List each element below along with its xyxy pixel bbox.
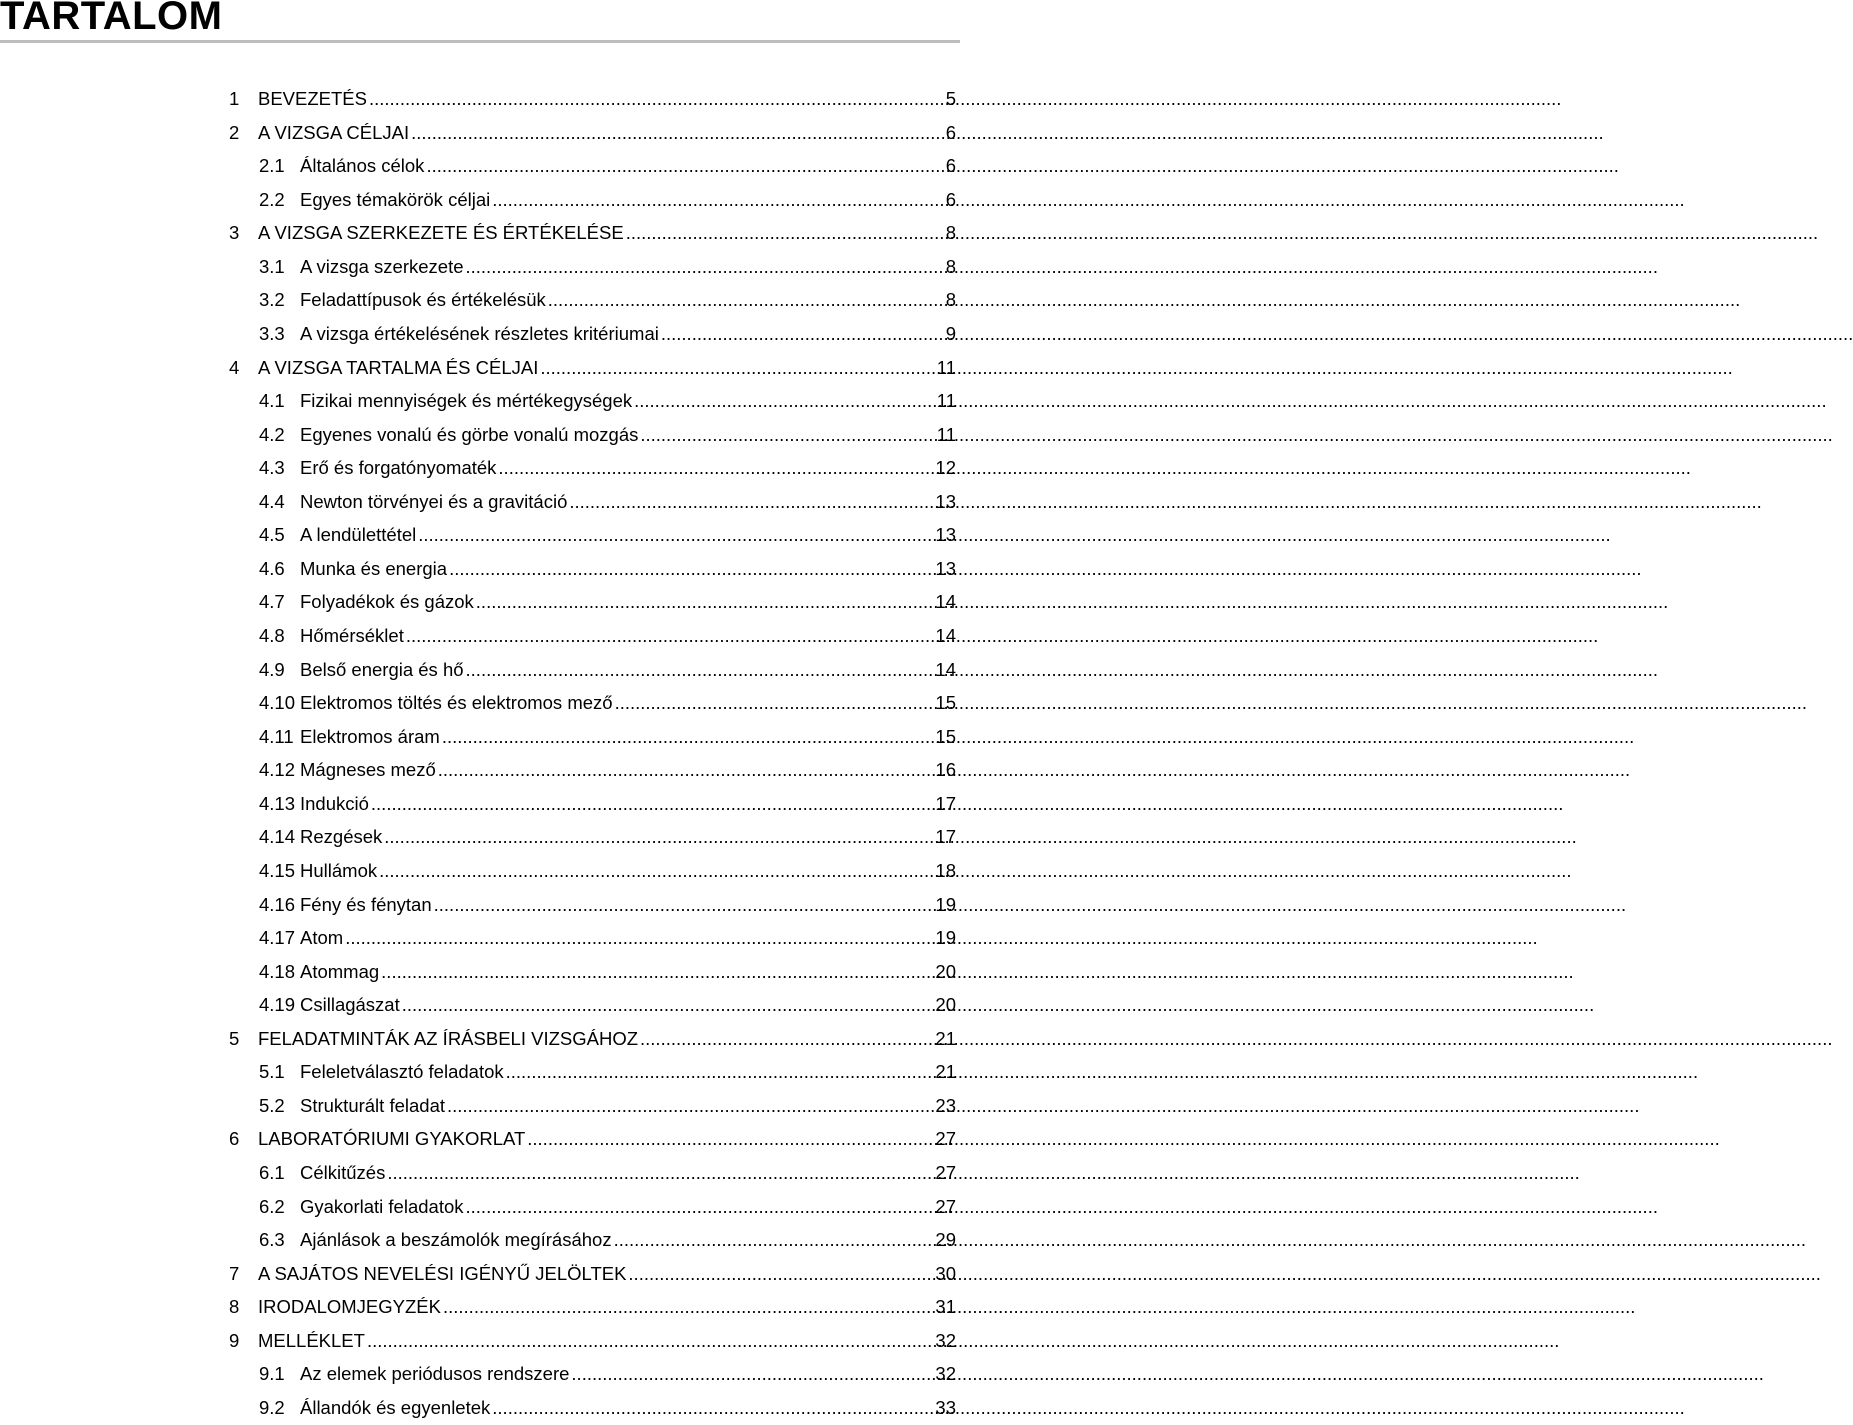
toc-entry[interactable] bbox=[229, 720, 956, 754]
toc-entry-number: 4.5 bbox=[259, 524, 285, 546]
toc-entry-label: Egyenes vonalú és görbe vonalú mozgás bbox=[300, 423, 639, 445]
toc-entry-label: Egyes témakörök céljai bbox=[300, 188, 491, 210]
dot-leader bbox=[385, 1156, 935, 1190]
toc-entry-number: 3.1 bbox=[259, 255, 285, 277]
toc-entry-label: A VIZSGA TARTALMA ÉS CÉLJAI bbox=[258, 356, 539, 378]
toc-entry-page: 8 bbox=[945, 255, 956, 277]
toc-entry-label: A VIZSGA SZERKEZETE ÉS ÉRTÉKELÉSE bbox=[258, 222, 624, 244]
toc-entry-number: 3.2 bbox=[259, 289, 285, 311]
dot-leader bbox=[546, 283, 946, 317]
dot-leader bbox=[632, 384, 937, 418]
toc-entry[interactable] bbox=[229, 1156, 956, 1190]
toc-entry-number: 6.1 bbox=[259, 1162, 285, 1183]
dot-leader bbox=[504, 1055, 936, 1089]
toc-entry-page: 5 bbox=[945, 88, 956, 109]
toc-entry[interactable] bbox=[229, 485, 956, 519]
toc-entry-label: Feladattípusok és értékelésük bbox=[300, 289, 546, 311]
toc-entry[interactable] bbox=[229, 820, 956, 854]
toc-entry-page: 32 bbox=[935, 1329, 956, 1351]
toc-entry-number: 4.9 bbox=[259, 658, 285, 680]
toc-entry[interactable] bbox=[229, 149, 956, 183]
toc-entry-label: Folyadékok és gázok bbox=[300, 591, 474, 613]
toc-entry[interactable] bbox=[229, 1190, 956, 1224]
toc-entry-label: Hőmérséklet bbox=[300, 625, 404, 646]
toc-entry[interactable] bbox=[229, 250, 956, 284]
toc-entry[interactable] bbox=[229, 552, 956, 586]
toc-entry-page: 32 bbox=[935, 1363, 956, 1385]
toc-entry-number: 2 bbox=[229, 121, 240, 143]
dot-leader bbox=[659, 317, 946, 351]
toc-entry-page: 8 bbox=[945, 289, 956, 311]
toc-entry-page: 14 bbox=[935, 625, 956, 646]
dot-leader bbox=[490, 1391, 935, 1425]
toc-entry-page: 17 bbox=[935, 792, 956, 814]
toc-entry-number: 2.2 bbox=[259, 188, 285, 210]
toc-entry-label: BEVEZETÉS bbox=[258, 88, 367, 109]
toc-entry-page: 20 bbox=[935, 994, 956, 1016]
toc-entry[interactable] bbox=[229, 1391, 956, 1425]
toc-entry-number: 4.11 bbox=[259, 725, 294, 747]
toc-entry-label: Atom bbox=[300, 927, 344, 949]
toc-entry[interactable] bbox=[229, 1055, 956, 1089]
toc-entry-page: 29 bbox=[935, 1229, 956, 1251]
toc-entry[interactable] bbox=[229, 116, 956, 150]
toc-entry-number: 4.10 bbox=[259, 692, 296, 714]
dot-leader bbox=[464, 653, 936, 687]
dot-leader bbox=[447, 552, 935, 586]
toc-entry-label: Elektromos töltés és elektromos mező bbox=[300, 692, 613, 714]
toc-entry-label: MELLÉKLET bbox=[258, 1329, 365, 1351]
toc-entry-label: Ajánlások a beszámolók megírásához bbox=[300, 1229, 612, 1251]
toc-entry-number: 6.3 bbox=[259, 1229, 285, 1251]
toc-entry-page: 21 bbox=[935, 1061, 956, 1083]
toc-entry[interactable] bbox=[229, 418, 956, 452]
toc-entry-page: 19 bbox=[935, 927, 956, 949]
toc-entry-number: 4.18 bbox=[259, 960, 296, 982]
dot-leader bbox=[365, 1324, 935, 1358]
toc-entry-number: 9 bbox=[229, 1329, 240, 1351]
dot-leader bbox=[441, 1290, 935, 1324]
dot-leader bbox=[538, 351, 936, 385]
toc-entry-number: 5.2 bbox=[259, 1094, 285, 1116]
toc-entry-label: Célkitűzés bbox=[300, 1162, 386, 1183]
toc-entry[interactable] bbox=[229, 1290, 956, 1324]
dot-leader bbox=[416, 518, 935, 552]
toc-entry-label: Strukturált feladat bbox=[300, 1094, 445, 1116]
toc-entry[interactable] bbox=[229, 753, 956, 787]
dot-leader bbox=[343, 921, 935, 955]
toc-entry[interactable] bbox=[229, 1357, 956, 1391]
toc-entry-number: 4.14 bbox=[259, 826, 296, 848]
toc-entry-number: 4.3 bbox=[259, 457, 285, 479]
toc-entry-number: 3.3 bbox=[259, 322, 285, 344]
toc-entry-label: A VIZSGA CÉLJAI bbox=[258, 121, 410, 143]
toc-entry-label: Feleletválasztó feladatok bbox=[300, 1061, 504, 1083]
toc-entry-label: A lendülettétel bbox=[300, 524, 417, 546]
dot-leader bbox=[409, 116, 946, 150]
toc-entry-number: 4.15 bbox=[259, 859, 296, 881]
toc-entry-page: 9 bbox=[945, 322, 956, 344]
toc-entry-label: A vizsga értékelésének részletes kritériumai bbox=[300, 322, 659, 344]
toc-entry-label: Indukció bbox=[300, 792, 369, 814]
toc-entry-number: 4.17 bbox=[259, 927, 296, 949]
toc-entry-label: Belső energia és hő bbox=[300, 658, 464, 680]
toc-entry-label: Fizikai mennyiségek és mértékegységek bbox=[300, 390, 633, 412]
toc-entry-number: 4.19 bbox=[259, 994, 296, 1016]
toc-entry-page: 15 bbox=[935, 725, 956, 747]
table-of-contents bbox=[229, 82, 956, 1425]
toc-entry-number: 7 bbox=[229, 1262, 240, 1284]
toc-entry[interactable] bbox=[229, 82, 956, 116]
toc-entry-label: Csillagászat bbox=[300, 994, 400, 1016]
toc-entry[interactable] bbox=[229, 518, 956, 552]
toc-entry[interactable] bbox=[229, 1089, 956, 1123]
toc-entry[interactable] bbox=[229, 854, 956, 888]
toc-entry-number: 4.13 bbox=[259, 792, 296, 814]
toc-entry[interactable] bbox=[229, 653, 956, 687]
toc-entry-page: 12 bbox=[935, 457, 956, 479]
dot-leader bbox=[626, 1257, 935, 1291]
toc-entry-label: Fény és fénytan bbox=[300, 893, 432, 915]
dot-leader bbox=[400, 988, 936, 1022]
toc-entry-number: 4.16 bbox=[259, 893, 296, 915]
toc-entry-label: Gyakorlati feladatok bbox=[300, 1195, 464, 1217]
toc-entry-number: 4.12 bbox=[259, 759, 296, 781]
toc-entry-label: Erő és forgatónyomaték bbox=[300, 457, 497, 479]
toc-entry[interactable] bbox=[229, 351, 956, 385]
dot-leader bbox=[464, 1190, 936, 1224]
toc-entry-page: 27 bbox=[935, 1162, 956, 1183]
toc-entry-page: 30 bbox=[935, 1262, 956, 1284]
toc-entry-page: 14 bbox=[935, 591, 956, 613]
dot-leader bbox=[436, 753, 936, 787]
toc-entry-page: 6 bbox=[945, 155, 956, 177]
toc-entry-page: 11 bbox=[936, 390, 956, 412]
toc-entry-number: 9.2 bbox=[259, 1396, 285, 1418]
toc-entry[interactable] bbox=[229, 787, 956, 821]
toc-entry-label: A SAJÁTOS NEVELÉSI IGÉNYŰ JELÖLTEK bbox=[258, 1262, 627, 1284]
toc-entry-page: 13 bbox=[935, 490, 956, 512]
toc-entry[interactable] bbox=[229, 585, 956, 619]
toc-entry-page: 13 bbox=[935, 524, 956, 546]
dot-leader bbox=[638, 418, 936, 452]
toc-entry-number: 4.8 bbox=[259, 625, 285, 646]
toc-entry-label: LABORATÓRIUMI GYAKORLAT bbox=[258, 1128, 526, 1150]
toc-entry[interactable] bbox=[229, 283, 956, 317]
toc-entry-page: 21 bbox=[935, 1027, 956, 1049]
toc-entry-number: 4.1 bbox=[259, 390, 285, 412]
toc-entry-number: 6.2 bbox=[259, 1195, 285, 1217]
toc-entry-page: 14 bbox=[935, 658, 956, 680]
toc-entry-label: IRODALOMJEGYZÉK bbox=[258, 1296, 441, 1318]
toc-entry[interactable] bbox=[229, 888, 956, 922]
dot-leader bbox=[525, 1122, 935, 1156]
toc-entry-page: 27 bbox=[935, 1195, 956, 1217]
toc-entry-label: A vizsga szerkezete bbox=[300, 255, 464, 277]
toc-entry[interactable] bbox=[229, 1223, 956, 1257]
dot-leader bbox=[424, 149, 945, 183]
toc-entry-page: 15 bbox=[935, 692, 956, 714]
page-title: TARTALOM bbox=[0, 0, 223, 38]
dot-leader bbox=[567, 485, 935, 519]
toc-entry-page: 11 bbox=[936, 423, 956, 445]
dot-leader bbox=[440, 720, 936, 754]
toc-entry-page: 23 bbox=[935, 1094, 956, 1116]
toc-entry[interactable] bbox=[229, 183, 956, 217]
toc-entry-number: 8 bbox=[229, 1296, 240, 1318]
toc-entry[interactable] bbox=[229, 384, 956, 418]
dot-leader bbox=[379, 955, 935, 989]
toc-entry-label: FELADATMINTÁK AZ ÍRÁSBELI VIZSGÁHOZ bbox=[258, 1027, 639, 1049]
toc-entry-number: 5 bbox=[229, 1027, 240, 1049]
dot-leader bbox=[613, 686, 936, 720]
toc-entry[interactable] bbox=[229, 1022, 956, 1056]
dot-leader bbox=[638, 1022, 935, 1056]
toc-entry-number: 4.7 bbox=[259, 591, 285, 613]
toc-entry-page: 6 bbox=[945, 188, 956, 210]
toc-entry-page: 16 bbox=[935, 759, 956, 781]
toc-entry[interactable] bbox=[229, 216, 956, 250]
toc-entry-page: 31 bbox=[935, 1296, 956, 1318]
toc-entry-label: Atommag bbox=[300, 960, 380, 982]
toc-entry-label: Általános célok bbox=[300, 155, 425, 177]
toc-entry[interactable] bbox=[229, 921, 956, 955]
toc-entry-page: 19 bbox=[935, 893, 956, 915]
toc-entry-number: 5.1 bbox=[259, 1061, 285, 1083]
toc-entry-label: Mágneses mező bbox=[300, 759, 436, 781]
toc-entry-number: 3 bbox=[229, 222, 240, 244]
toc-entry-page: 6 bbox=[945, 121, 956, 143]
toc-entry-page: 18 bbox=[935, 859, 956, 881]
toc-entry-page: 8 bbox=[945, 222, 956, 244]
dot-leader bbox=[377, 854, 935, 888]
toc-entry-page: 20 bbox=[935, 960, 956, 982]
toc-entry-page: 17 bbox=[935, 826, 956, 848]
toc-entry[interactable] bbox=[229, 317, 956, 351]
dot-leader bbox=[432, 888, 936, 922]
dot-leader bbox=[464, 250, 946, 284]
title-underline bbox=[0, 40, 960, 43]
toc-entry-number: 1 bbox=[229, 88, 240, 109]
toc-entry[interactable] bbox=[229, 955, 956, 989]
toc-entry-label: Newton törvényei és a gravitáció bbox=[300, 490, 568, 512]
toc-entry[interactable] bbox=[229, 451, 956, 485]
toc-entry[interactable] bbox=[229, 1257, 956, 1291]
dot-leader bbox=[369, 787, 936, 821]
toc-entry-number: 4 bbox=[229, 356, 240, 378]
toc-entry-label: Az elemek periódusos rendszere bbox=[300, 1363, 570, 1385]
dot-leader bbox=[367, 82, 946, 116]
dot-leader bbox=[612, 1223, 936, 1257]
toc-entry-number: 6 bbox=[229, 1128, 240, 1150]
toc-entry[interactable] bbox=[229, 686, 956, 720]
toc-entry[interactable] bbox=[229, 988, 956, 1022]
dot-leader bbox=[624, 216, 946, 250]
toc-entry-number: 2.1 bbox=[259, 155, 285, 177]
toc-entry-label: Elektromos áram bbox=[300, 725, 440, 747]
toc-entry-number: 4.6 bbox=[259, 557, 285, 579]
dot-leader bbox=[474, 585, 936, 619]
dot-leader bbox=[382, 820, 935, 854]
dot-leader bbox=[490, 183, 945, 217]
toc-entry-page: 11 bbox=[936, 356, 956, 378]
toc-entry-label: Állandók és egyenletek bbox=[300, 1396, 491, 1418]
toc-entry-page: 27 bbox=[935, 1128, 956, 1150]
dot-leader bbox=[569, 1357, 935, 1391]
toc-entry-label: Rezgések bbox=[300, 826, 383, 848]
toc-entry-number: 4.4 bbox=[259, 490, 285, 512]
toc-entry[interactable] bbox=[229, 1324, 956, 1358]
toc-entry-page: 13 bbox=[935, 557, 956, 579]
dot-leader bbox=[404, 619, 936, 653]
toc-entry[interactable] bbox=[229, 1122, 956, 1156]
toc-entry-label: Munka és energia bbox=[300, 557, 448, 579]
toc-entry[interactable] bbox=[229, 619, 956, 653]
toc-entry-number: 9.1 bbox=[259, 1363, 285, 1385]
dot-leader bbox=[445, 1089, 935, 1123]
dot-leader bbox=[496, 451, 935, 485]
toc-entry-label: Hullámok bbox=[300, 859, 378, 881]
toc-entry-page: 33 bbox=[935, 1396, 956, 1418]
toc-entry-number: 4.2 bbox=[259, 423, 285, 445]
